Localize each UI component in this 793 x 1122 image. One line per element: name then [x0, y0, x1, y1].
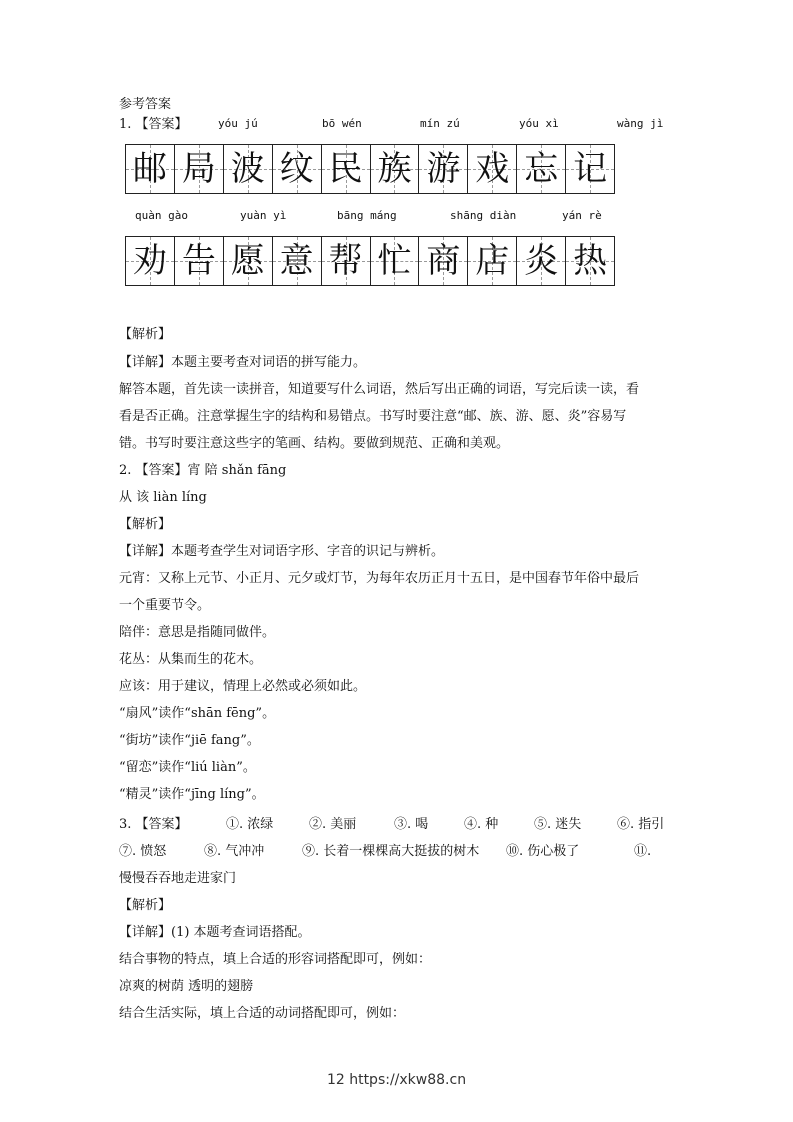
paragraph-line: “扇风”读作“shān fēng”。 [119, 706, 276, 721]
character: 炎 [524, 241, 559, 281]
q1-answer-head: 1. 【答案】 [119, 117, 188, 132]
character: 商 [426, 241, 461, 281]
answer-item: ④. 种 [464, 817, 499, 832]
paragraph-line: 结合事物的特点，填上合适的形容词搭配即可，例如： [119, 952, 432, 967]
detail-line: 【详解】(1) 本题考查词语搭配。 [119, 925, 311, 940]
character: 邮 [132, 149, 167, 189]
character: 意 [279, 241, 314, 281]
grid-cell [273, 237, 322, 285]
pinyin-word: bō wén [322, 117, 362, 130]
grid-cell [371, 237, 420, 285]
paragraph-line: 陪伴：意思是指随同做伴。 [119, 625, 276, 640]
character: 游 [426, 149, 461, 189]
answer-item: ⑦. 愤怒 [119, 844, 167, 859]
q3-answer-row-1 [119, 817, 679, 833]
grid-cell [419, 145, 468, 193]
grid-cell [175, 237, 224, 285]
grid-cell [419, 237, 468, 285]
paragraph-line: 解答本题，首先读一读拼音，知道要写什么词语，然后写出正确的词语，写完后读一读，看 [119, 382, 640, 397]
paragraph-line: 凉爽的树荫 透明的翅膀 [119, 979, 254, 994]
grid-cell [175, 145, 224, 193]
pinyin-word: wàng jì [617, 117, 664, 130]
paragraph-line: 错。书写时要注意这些字的笔画、结构。要做到规范、正确和美观。 [119, 436, 510, 451]
page-footer: 12 https://xkw88.cn [326, 1072, 467, 1088]
detail-line: 【详解】本题考查学生对词语字形、字音的识记与辨析。 [119, 544, 445, 559]
answer-item: ⑩. 伤心极了 [506, 844, 580, 859]
character: 告 [181, 241, 216, 281]
answer-item: ⑨. 长着一棵棵高大挺拔的树木 [302, 844, 480, 859]
pinyin-word: mín zú [420, 117, 460, 130]
paragraph-line: 元宵：又称上元节、小正月、元夕或灯节，为每年农历正月十五日，是中国春节年俗中最后 [119, 571, 640, 586]
character: 忙 [377, 241, 412, 281]
paragraph-line: 花丛：从集而生的花木。 [119, 652, 263, 667]
character: 劝 [132, 241, 167, 281]
grid-cell [371, 145, 420, 193]
answer-item: ②. 美丽 [309, 817, 357, 832]
pinyin-word: yóu xì [519, 117, 559, 130]
q3-answer-row-2 [119, 844, 679, 860]
section-title: 参考答案 [119, 97, 172, 112]
character: 波 [230, 149, 265, 189]
answer-item: ①. 浓绿 [226, 817, 274, 832]
pinyin-row-2 [0, 209, 793, 223]
character: 店 [475, 241, 510, 281]
character: 局 [181, 149, 216, 189]
analysis-label: 【解析】 [119, 327, 172, 342]
pinyin-word: bāng máng [337, 209, 397, 222]
grid-cell [517, 145, 566, 193]
paragraph-line: “精灵”读作“jīng líng”。 [119, 787, 265, 802]
character: 戏 [475, 149, 510, 189]
character: 帮 [328, 241, 363, 281]
character: 纹 [279, 149, 314, 189]
grid-cell [126, 145, 175, 193]
paragraph-line: “街坊”读作“jiē fang”。 [119, 733, 260, 748]
q2-answer-line: 从 该 liàn líng [119, 490, 207, 505]
answer-item: ⑧. 气冲冲 [204, 844, 265, 859]
grid-cell [468, 145, 517, 193]
pinyin-word: quàn gào [135, 209, 188, 222]
character: 热 [573, 241, 608, 281]
grid-cell [566, 145, 614, 193]
q3-answer-head: 3. 【答案】 [119, 817, 188, 832]
grid-cell [224, 145, 273, 193]
paragraph-line: 结合生活实际，填上合适的动词搭配即可，例如： [119, 1006, 406, 1021]
paragraph-line: “留恋”读作“liú liàn”。 [119, 760, 256, 775]
character: 民 [328, 149, 363, 189]
pinyin-word: yán rè [562, 209, 602, 222]
answer-item: ⑪. [634, 844, 652, 859]
character: 族 [377, 149, 412, 189]
answer-item: ⑤. 迷失 [534, 817, 582, 832]
analysis-label: 【解析】 [119, 898, 172, 913]
paragraph-line: 一个重要节令。 [119, 598, 211, 613]
grid-cell [322, 237, 371, 285]
character: 记 [573, 149, 608, 189]
grid-cell [468, 237, 517, 285]
grid-cell [322, 145, 371, 193]
detail-line: 【详解】本题主要考查对词语的拼写能力。 [119, 355, 367, 370]
grid-cell [566, 237, 614, 285]
grid-cell [126, 237, 175, 285]
grid-cell [224, 237, 273, 285]
character: 忘 [524, 149, 559, 189]
paragraph-line: 应该：用于建议，情理上必然或必须如此。 [119, 679, 367, 694]
pinyin-word: shāng diàn [450, 209, 517, 222]
pinyin-word: yóu jú [218, 117, 258, 130]
answer-item: ⑥. 指引 [617, 817, 665, 832]
grid-cell [517, 237, 566, 285]
answer-item: ③. 喝 [394, 817, 429, 832]
grid-cell [273, 145, 322, 193]
character-grid-row-1 [125, 144, 615, 194]
pinyin-word: yuàn yì [240, 209, 287, 222]
character-grid-row-2 [125, 236, 615, 286]
character: 愿 [230, 241, 265, 281]
q2-answer-line: 2. 【答案】宵 陪 shǎn fāng [119, 463, 287, 478]
q3-answer-row-3: 慢慢吞吞地走进家门 [119, 871, 237, 886]
paragraph-line: 看是否正确。注意掌握生字的结构和易错点。书写时要注意“邮、族、游、愿、炎”容易写 [119, 409, 627, 424]
analysis-label: 【解析】 [119, 517, 172, 532]
pinyin-row-1 [0, 117, 793, 131]
